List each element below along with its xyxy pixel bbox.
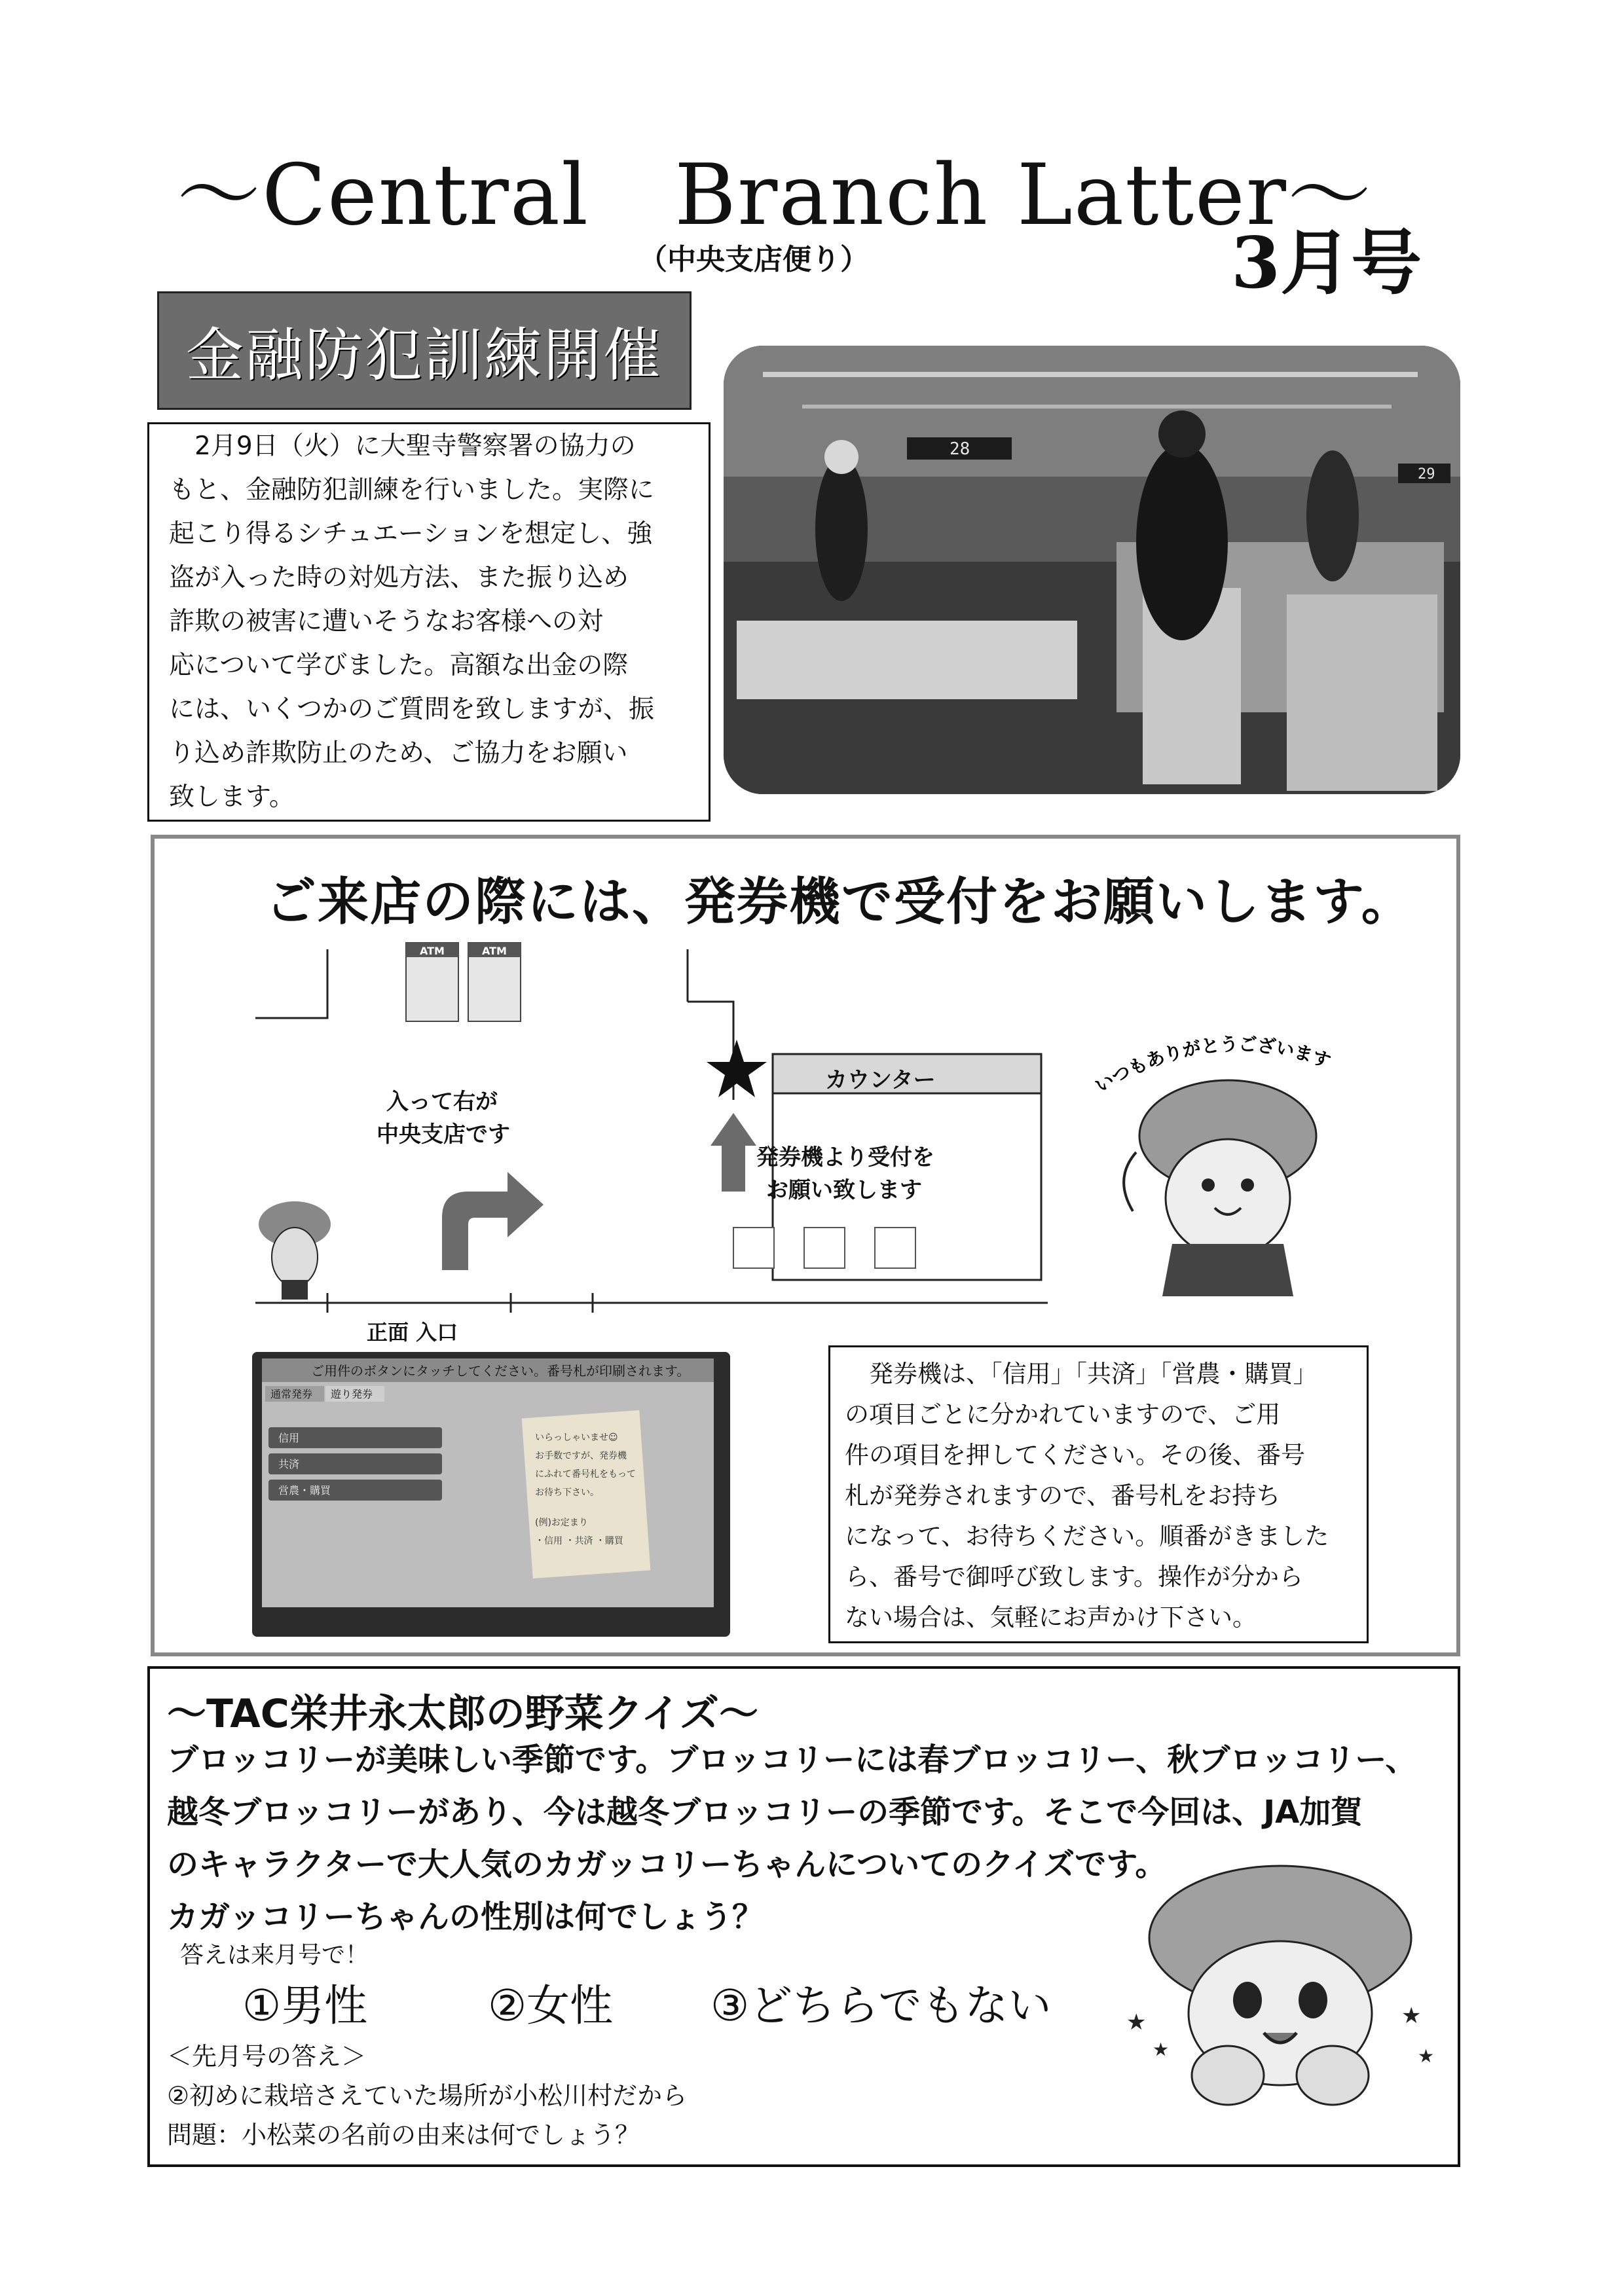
atm-label: ATM — [420, 945, 445, 957]
counter-label: カウンター — [825, 1067, 936, 1093]
prev-heading: ＜先月号の答え＞ — [167, 2042, 367, 2071]
star-icon: ★ — [1126, 2009, 1147, 2035]
kiosk-note-line: (例)お定まり — [535, 1518, 588, 1528]
drill-line: 詐欺の被害に遭いそうなお客様への対 — [169, 607, 604, 636]
info-line: の項目ごとに分かれていますので、ご用 — [845, 1400, 1281, 1429]
info-line: 札が発券されますので、番号札をお持ち — [845, 1482, 1281, 1510]
choice-female: ②女性 — [488, 1980, 614, 2031]
info-line: ない場合は、気軽にお声かけ下さい。 — [845, 1603, 1257, 1631]
arrow-right-icon — [442, 1172, 544, 1270]
answer-note: 答えは来月号で！ — [180, 1942, 369, 1969]
kiosk-note-line: お待ち下さい。 — [535, 1487, 599, 1498]
prev-question: 問題：小松菜の名前の由来は何でしょう？ — [167, 2121, 640, 2149]
page-title: ～Central Branch Latter～ — [177, 147, 1373, 244]
quiz-title: ～TAC栄井永太郎の野菜クイズ～ — [167, 1691, 759, 1737]
broccoli-character-icon — [259, 1201, 331, 1300]
quiz-line: 越冬ブロッコリーがあり、今は越冬ブロッコリーの季節です。そこで今回は、JA加賀 — [167, 1794, 1363, 1831]
choice-male: ①男性 — [242, 1980, 368, 2031]
drill-line: 盗が入った時の対処方法、また振り込め — [169, 563, 629, 592]
quiz-line: ブロッコリーが美味しい季節です。ブロッコリーには春ブロッコリー、秋ブロッコリー、 — [167, 1741, 1417, 1778]
kiosk-banner: ご用件のボタンにタッチしてください。番号札が印刷されます。 — [311, 1363, 690, 1379]
atm-label: ATM — [482, 945, 507, 957]
drill-line: には、いくつかのご質問を致しますが、振 — [169, 695, 655, 724]
right-text-2: 中央支店です — [377, 1121, 510, 1148]
kiosk-note-line: にふれて番号札をもって — [535, 1469, 636, 1480]
star-icon: ★ — [1418, 2045, 1435, 2067]
right-text-1: 入って右が — [386, 1089, 498, 1115]
ticket-text-2: お願い致します — [766, 1177, 922, 1203]
kiosk-button-credit: 信用 — [278, 1432, 300, 1444]
ticket-heading: ご来店の際には、発券機で受付をお願いします。 — [265, 873, 1414, 932]
mascot-greeting-text: いつもありがとうございます — [1091, 1033, 1334, 1097]
kiosk-photo — [252, 1352, 730, 1637]
info-line: ら、番号で御呼び致します。操作が分から — [845, 1563, 1304, 1591]
quiz-line: のキャラクターで大人気のカガッコリーちゃんについてのクイズです。 — [167, 1846, 1167, 1883]
drill-line: もと、金融防犯訓練を行いました。実際に — [169, 475, 655, 505]
info-line: になって、お待ちください。順番がきました — [845, 1522, 1329, 1550]
photo-display-1: 28 — [950, 439, 970, 459]
ticket-text-1: 発券機より受付を — [756, 1144, 934, 1171]
drill-line: 応について学びました。高額な出金の際 — [169, 651, 629, 680]
page-subtitle: （中央支店便り） — [638, 243, 869, 276]
issue-label: 3月号 — [1231, 222, 1422, 304]
kiosk-button-mutual: 共済 — [278, 1458, 300, 1470]
info-line: 発券機は、「信用」「共済」「営農・購買」 — [845, 1360, 1318, 1388]
drill-text-box — [147, 422, 710, 822]
kiosk-tab-normal: 通常発券 — [270, 1388, 313, 1400]
info-line: 件の項目を押してください。その後、番号 — [845, 1441, 1305, 1469]
drill-line: 致します。 — [169, 782, 295, 812]
star-icon: ★ — [1401, 2003, 1422, 2029]
drill-line: り込め詐欺防止のため、ご協力をお願い — [169, 738, 628, 768]
drill-heading: 金融防犯訓練開催 — [157, 291, 692, 410]
star-icon: ★ — [1153, 2039, 1170, 2060]
prev-answer: ②初めに栽培さえていた場所が小松川村だから — [167, 2081, 688, 2110]
drill-line: 起こり得るシチュエーションを想定し、強 — [169, 519, 653, 549]
mascot-quiz — [1113, 1859, 1447, 2121]
drill-photo — [724, 346, 1460, 794]
star-icon — [707, 1040, 767, 1097]
drill-line: 2月9日（火）に大聖寺警察署の協力の — [169, 431, 636, 461]
kiosk-button-farming: 営農・購買 — [278, 1484, 331, 1497]
kiosk-note-line: いらっしゃいませ☺ — [535, 1432, 618, 1443]
photo-display-2: 29 — [1418, 466, 1435, 483]
choice-neither: ③どちらでもない — [710, 1980, 1052, 2031]
quiz-line: カガッコリーちゃんの性別は何でしょう？ — [167, 1899, 764, 1935]
mascot-greeting — [1074, 1021, 1382, 1303]
floor-map — [255, 930, 1074, 1322]
arrow-up-icon — [710, 1113, 756, 1192]
kiosk-note-line: お手数ですが、発券機 — [535, 1451, 627, 1461]
entrance-label: 正面 入口 — [367, 1320, 458, 1345]
kiosk-tab-other: 遊り発券 — [331, 1388, 373, 1400]
ticket-info-box — [828, 1345, 1369, 1643]
kiosk-note-line: ・信用 ・共済 ・購買 — [535, 1536, 623, 1546]
